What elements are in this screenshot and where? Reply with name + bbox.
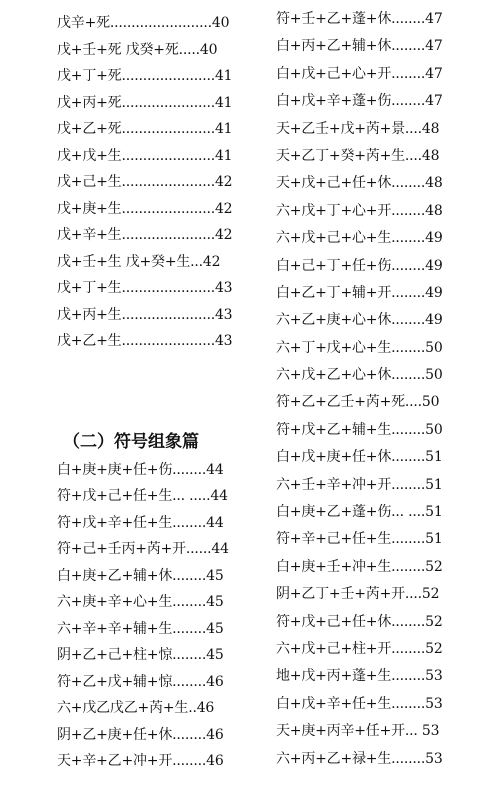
toc-entry: 戊+乙+死......................41 bbox=[57, 121, 233, 137]
toc-entry: 符+戊+辛+任+生........44 bbox=[57, 514, 224, 531]
toc-entry: 六+戊+丁+心+开........48 bbox=[276, 202, 443, 219]
toc-entry: 阴+乙+己+柱+惊........45 bbox=[57, 647, 224, 663]
toc-entry: 天+庚+丙辛+任+开... 53 bbox=[276, 723, 440, 740]
toc-entry: 符+戊+乙+辅+生........50 bbox=[276, 421, 443, 438]
toc-entry: 天+辛+乙+冲+开........46 bbox=[57, 753, 224, 769]
toc-entry: 六+庚+辛+心+生........45 bbox=[57, 594, 224, 610]
toc-entry: 六+丙+乙+禄+生........53 bbox=[276, 750, 443, 767]
toc-entry: 戊+丁+死......................41 bbox=[57, 68, 233, 84]
toc-entry: 六+丁+戊+心+生........50 bbox=[276, 339, 443, 356]
toc-entry: 戊+丙+生......................43 bbox=[57, 306, 233, 323]
section-heading: （二）符号组象篇 bbox=[63, 431, 199, 452]
toc-entry: 六+戊+乙+心+休........50 bbox=[276, 367, 443, 384]
toc-entry: 地+戊+丙+蓬+生........53 bbox=[276, 668, 443, 685]
toc-entry: 戊辛+死........................40 bbox=[57, 15, 230, 31]
toc-entry: 戊+辛+生......................42 bbox=[57, 227, 233, 243]
toc-entry: 符+乙+戊+辅+惊........46 bbox=[57, 673, 224, 690]
toc-entry: 白+庚+庚+任+伤........44 bbox=[57, 461, 224, 478]
toc-entry: 符+戊+己+任+生... .....44 bbox=[57, 488, 228, 504]
toc-entry: 符+己+壬丙+芮+开......44 bbox=[57, 541, 229, 557]
toc-entry: 符+戊+己+任+休........52 bbox=[276, 613, 443, 630]
toc-entry: 阴+乙丁+壬+芮+开....52 bbox=[276, 586, 440, 603]
toc-entry: 六+壬+辛+冲+开........51 bbox=[276, 476, 443, 493]
toc-entry: 戊+壬+生 戊+癸+生...42 bbox=[57, 253, 221, 270]
toc-entry: 白+戊+辛+蓬+伤........47 bbox=[276, 93, 443, 110]
toc-entry: 天+乙丁+癸+芮+生....48 bbox=[276, 147, 440, 164]
toc-entry: 白+己+丁+任+伤........49 bbox=[276, 257, 443, 274]
section-gap bbox=[57, 355, 247, 427]
toc-left-column bbox=[57, 10, 247, 775]
toc-entry: 戊+壬+死 戊癸+死.....40 bbox=[57, 41, 218, 58]
toc-entry: 白+庚+壬+冲+生........52 bbox=[276, 558, 443, 575]
toc-entry: 戊+丙+死......................41 bbox=[57, 94, 233, 111]
toc-entry: 戊+丁+生......................43 bbox=[57, 280, 233, 296]
toc-entry: 六+戊+己+柱+开........52 bbox=[276, 640, 443, 657]
toc-entry: 阴+乙+庚+任+休........46 bbox=[57, 726, 224, 743]
toc-entry: 白+庚+乙+辅+休........45 bbox=[57, 567, 224, 584]
toc-entry: 六+戊乙戊乙+芮+生..46 bbox=[57, 700, 215, 716]
toc-entry: 白+戊+己+心+开........47 bbox=[276, 65, 443, 82]
toc-entry: 白+丙+乙+辅+休........47 bbox=[276, 38, 443, 55]
toc-entry: 戊+庚+生......................42 bbox=[57, 200, 233, 217]
toc-entry: 白+戊+辛+任+生........53 bbox=[276, 695, 443, 712]
toc-entry: 符+壬+乙+蓬+休........47 bbox=[276, 11, 443, 27]
toc-entry: 天+戊+己+任+休........48 bbox=[276, 175, 443, 192]
toc-entry: 天+乙壬+戊+芮+景....48 bbox=[276, 120, 440, 137]
toc-entry: 符+乙+乙壬+芮+死....50 bbox=[276, 394, 440, 411]
toc-entry: 六+戊+己+心+生........49 bbox=[276, 230, 443, 247]
toc-entry: 六+辛+辛+辅+生........45 bbox=[57, 620, 224, 637]
toc-entry: 戊+己+生......................42 bbox=[57, 174, 233, 190]
toc-entry: 白+乙+丁+辅+开........49 bbox=[276, 284, 443, 301]
toc-entry: 符+辛+己+任+生........51 bbox=[276, 531, 443, 548]
toc-right-column bbox=[276, 6, 482, 773]
toc-entry: 戊+戊+生......................41 bbox=[57, 147, 233, 164]
toc-entry: 白+庚+乙+蓬+伤... ....51 bbox=[276, 504, 443, 521]
toc-entry: 白+戊+庚+任+休........51 bbox=[276, 449, 443, 466]
toc-entry: 戊+乙+生......................43 bbox=[57, 333, 233, 349]
toc-entry: 六+乙+庚+心+休........49 bbox=[276, 312, 443, 329]
